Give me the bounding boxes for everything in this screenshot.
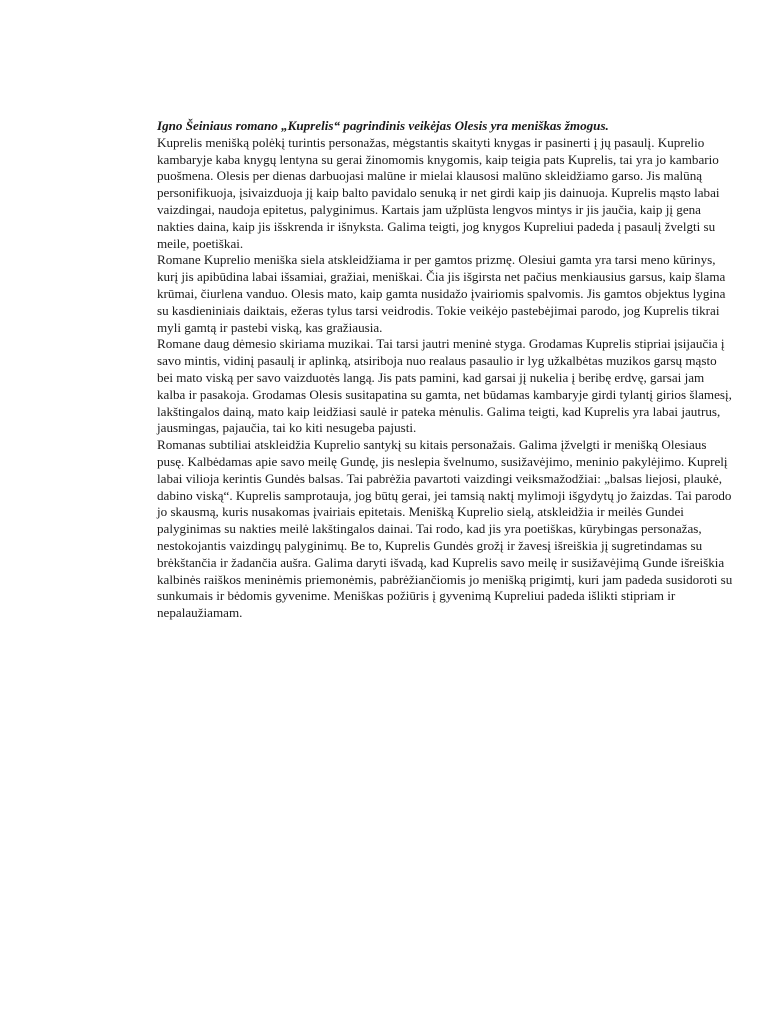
paragraph-1: Kuprelis menišką polėkį turintis personažas, mėgstantis skaityti knygas ir pasinerti į jų pasaulį. Kuprelio kambaryje kaba knygų lentyna su gerai žinomomis knygomis, kaip teigia pats Kuprelis, tai yra jo kambario puošmena. Olesis per dienas darbuojasi malūne ir mielai klausosi malūno skleidžiamo garso. Jis malūną personifikuoja, įsivaizduoja jį kaip balto pavidalo senuką ir net girdi kaip jis dainuoja. Kuprelis mąsto labai vaizdingai, naudoja epitetus, palyginimus. Kartais jam užplūsta lengvos mintys ir jis jaučia, kaip jį gena nakties daina, kaip jis išskrenda ir išnyksta. Galima teigti, jog knygos Kupreliui padeda į pasaulį žvelgti su meile, poetiškai.: [157, 134, 720, 251]
document-title: [157, 118, 735, 135]
title-text: Igno Šeiniaus romano „Kuprelis“ pagrindinis veikėjas Olesis yra meniškas žmogus.: [157, 118, 609, 133]
paragraph-2: Romane Kuprelio meniška siela atskleidžiama ir per gamtos prizmę. Olesiui gamta yra tarsi meno kūrinys, kurį jis apibūdina labai išsamiai, gražiai, meniškai. Čia jis išgirsta net pačius menkiausius garsus, kaip šlama krūmai, čiurlena vanduo. Olesis mato, kaip gamta nusidažo įvairiomis spalvomis. Jis gamtos objektus lygina su kasdieniniais daiktais, ežeras tylus tarsi veidrodis. Tokie veikėjo pastebėjimai parodo, jog Kuprelis tikrai myli gamtą ir pastebi viską, kas gražiausia.: [157, 252, 726, 335]
document-page: [157, 118, 735, 622]
paragraph-3: Romane daug dėmesio skiriama muzikai. Tai tarsi jautri meninė styga. Grodamas Kuprelis stipriai įsijaučia į savo mintis, vidinį pasaulį ir aplinką, atsiriboja nuo realaus pasaulio ir lyg užkalbėtas muzikos garsų mąsto bei mato viską per savo vaizduotės langą. Jis pats pamini, kad garsai jį nukelia į beribę erdvę, garsai jam kalba ir pasakoja. Grodamas Olesis susitapatina su gamta, net būdamas kambaryje girdi tylantį girios šlamesį, lakštingalos dainą, mato kaip leidžiasi saulė ir pateka mėnulis. Galima teigti, kad Kuprelis yra labai jautrus, jausmingas, pajaučia, tai ko kiti nesugeba pajusti.: [157, 336, 732, 436]
paragraph-4: Romanas subtiliai atskleidžia Kuprelio santykį su kitais personažais. Galima įžvelgti ir menišką Olesiaus pusę. Kalbėdamas apie savo meilę Gundę, jis neslepia švelnumo, susižavėjimo, meninio pakylėjimo. Kuprelį labai vilioja kerintis Gundės balsas. Tai pabrėžia pavartoti vaizdingi veiksmažodžiai: „balsas liejosi, plaukė, dabino viską“. Kuprelis samprotauja, jog būtų gerai, jei tamsią naktį mylimoji išgydytų jo žaizdas. Tai parodo jo skausmą, kuris nusakomas įvairiais epitetais. Menišką Kuprelio sielą, atskleidžia ir meilės Gundei palyginimas su nakties meilė lakštingalos dainai. Tai rodo, kad jis yra poetiškas, kūrybingas personažas, nestokojantis vaizdingų palyginimų. Be to, Kuprelis Gundės grožį ir žavesį išreiškia jį sugretindamas su brėkštančia ir žadančia aušra. Galima daryti išvadą, kad Kuprelis savo meilę ir susižavėjimą Gunde išreiškia kalbinės raiškos meninėmis priemonėmis, pabrėžiančiomis jo menišką prigimtį, kuri jam padeda susidoroti su sunkumais ir bėdomis gyvenime. Meniškas požiūris į gyvenimą Kupreliui padeda išlikti stipriam ir nepalaužiamam.: [157, 437, 733, 621]
